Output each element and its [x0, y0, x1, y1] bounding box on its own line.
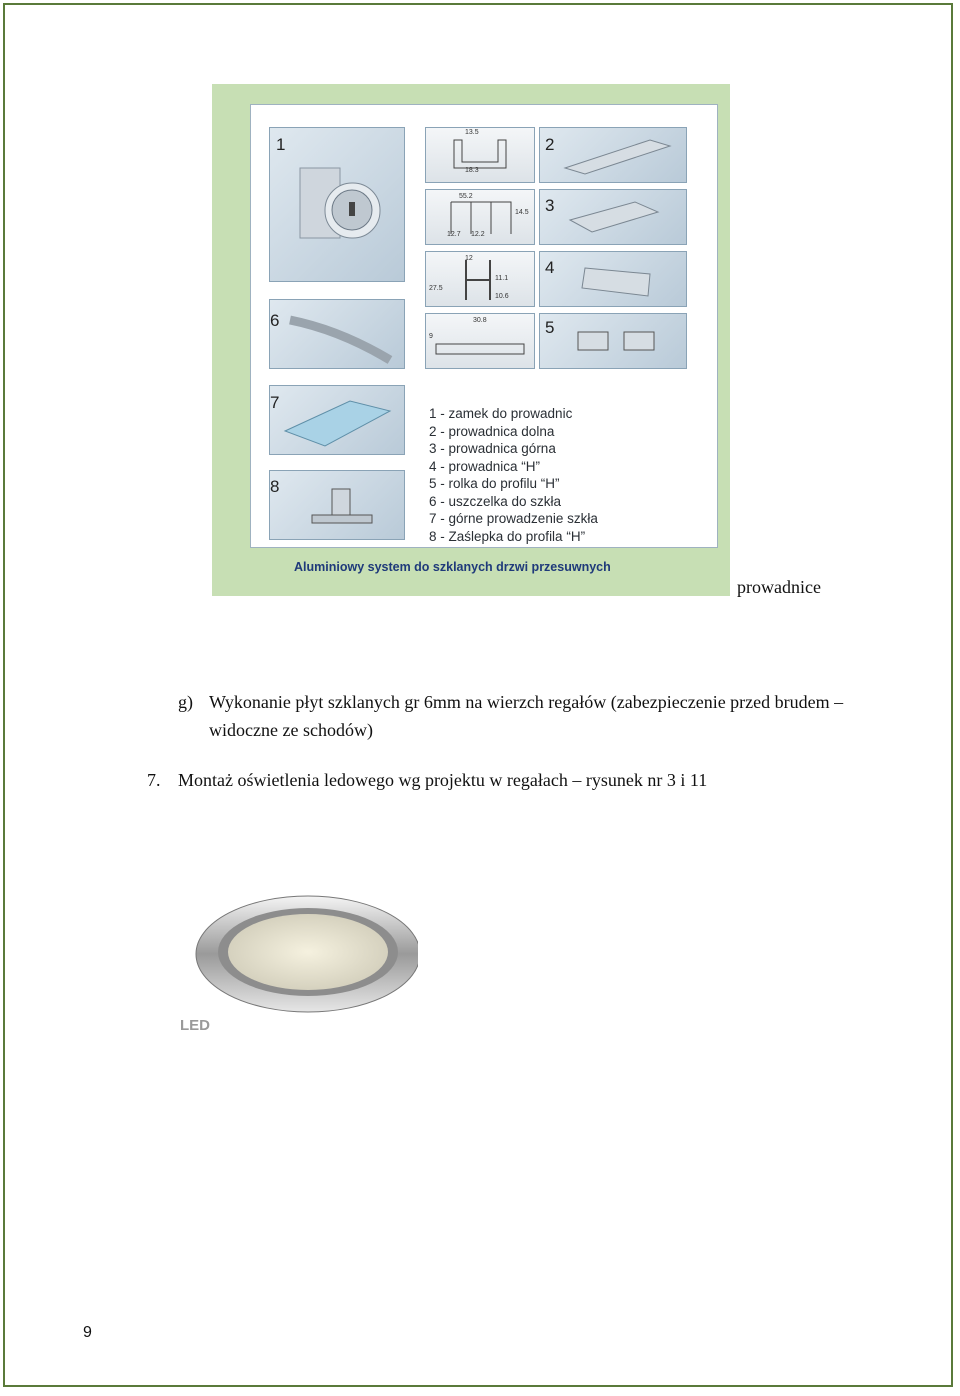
- dimension-label: 12.7: [447, 231, 461, 238]
- top-guide-image: [269, 385, 405, 455]
- dimension-label: 10.6: [495, 293, 509, 300]
- dimension-label: 18.3: [465, 167, 479, 174]
- label-number-2: 2: [545, 135, 555, 154]
- bottom-rail-image: [539, 127, 687, 183]
- label-number-6: 6: [270, 311, 280, 330]
- dimension-label: 12.2: [471, 231, 485, 238]
- legend-item: 3 - prowadnica górna: [429, 441, 556, 456]
- dimension-label: 12: [465, 255, 473, 262]
- dimension-label: 11.1: [495, 275, 509, 282]
- end-cap-image: [269, 470, 405, 540]
- figure-side-caption: prowadnice: [737, 577, 821, 597]
- label-number-5: 5: [545, 318, 555, 337]
- list-item-7: [147, 770, 707, 791]
- led-logo: LED: [180, 1017, 210, 1034]
- list-marker: 7.: [147, 770, 161, 790]
- dimension-label: 9: [429, 333, 433, 340]
- dimension-label: 30.8: [473, 317, 487, 324]
- profile-drawing-4: [425, 251, 535, 307]
- label-number-7: 7: [270, 393, 280, 412]
- product-figure: [212, 84, 730, 596]
- parts-legend: [429, 405, 598, 545]
- legend-item: 5 - rolka do profilu “H”: [429, 476, 560, 491]
- legend-item: 8 - Zaślepka do profila “H”: [429, 528, 586, 544]
- dimension-label: 55.2: [459, 193, 473, 200]
- gasket-image: [269, 299, 405, 369]
- dimension-label: 27.5: [429, 285, 443, 292]
- top-rail-image: [539, 189, 687, 245]
- h-rail-image: [539, 251, 687, 307]
- figure-panel: [250, 104, 718, 548]
- legend-item: 7 - górne prowadzenie szkła: [429, 511, 598, 526]
- label-number-4: 4: [545, 258, 555, 277]
- led-lamp-image: [178, 890, 418, 1040]
- roller-image: [539, 313, 687, 369]
- legend-item: 6 - uszczelka do szkła: [429, 493, 562, 509]
- label-number-3: 3: [545, 196, 555, 215]
- profile-drawing-2: [425, 127, 535, 183]
- lock-image: [269, 127, 405, 282]
- dimension-label: 14.5: [515, 209, 529, 216]
- page-number: 9: [83, 1324, 92, 1341]
- figure-caption: Aluminiowy system do szklanych drzwi przesuwnych: [294, 560, 611, 574]
- legend-item: 2 - prowadnica dolna: [429, 423, 555, 439]
- list-marker: g): [178, 692, 193, 712]
- dimension-label: 13.5: [465, 129, 479, 136]
- legend-item: 4 - prowadnica “H”: [429, 458, 541, 474]
- list-item-text: Wykonanie płyt szklanych gr 6mm na wierzch regałów (zabezpieczenie przed brudem –widoczne ze schodów): [209, 692, 844, 740]
- label-number-1: 1: [276, 135, 286, 154]
- label-number-8: 8: [270, 477, 280, 496]
- legend-item: 1 - zamek do prowadnic: [429, 406, 573, 421]
- list-item-text: Montaż oświetlenia ledowego wg projektu w regałach – rysunek nr 3 i 11: [178, 770, 708, 790]
